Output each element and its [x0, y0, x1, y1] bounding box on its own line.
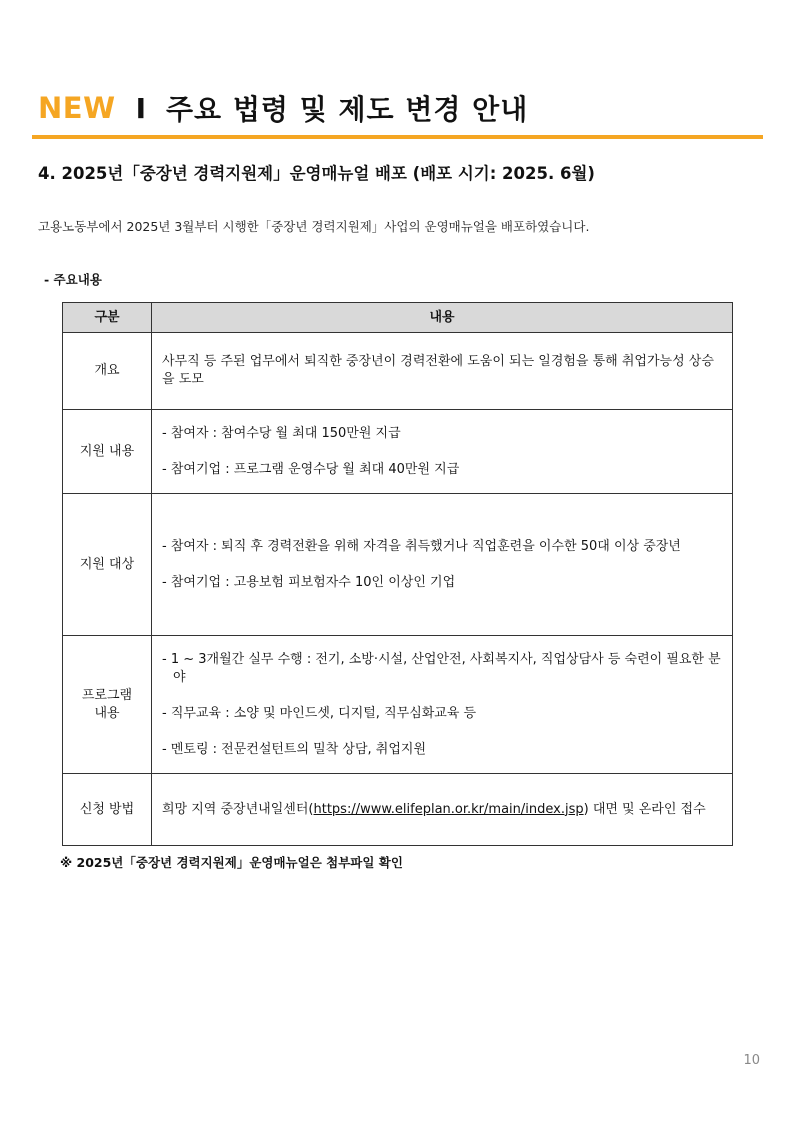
footnote: ※ 2025년「중장년 경력지원제」운영매뉴얼은 첨부파일 확인 [60, 855, 403, 870]
bullet-item: - 참여자 : 퇴직 후 경력전환을 위해 자격을 취득했거나 직업훈련을 이수한 50대 이상 중장년 [162, 538, 681, 554]
header-category: 구분 [63, 303, 152, 333]
table-header-row [63, 303, 733, 333]
header-content: 내용 [152, 303, 733, 333]
row-category [63, 636, 152, 774]
table-row [63, 410, 733, 494]
row-category: 지원 내용 [63, 410, 152, 494]
table-row [63, 636, 733, 774]
bullet-item: - 직무교육 : 소양 및 마인드셋, 디지털, 직무심화교육 등 [162, 705, 477, 721]
row-content [152, 636, 733, 774]
page-number: 10 [743, 1053, 760, 1068]
section-title: 4. 2025년「중장년 경력지원제」운영매뉴얼 배포 (배포 시기: 2025. 6월) [38, 164, 595, 183]
row-content [152, 410, 733, 494]
content-table [62, 302, 733, 846]
bullet-item: - 참여기업 : 고용보험 피보험자수 10인 이상인 기업 [162, 574, 456, 590]
header-rule [32, 135, 763, 139]
bullet-item: - 참여기업 : 프로그램 운영수당 월 최대 40만원 지급 [162, 461, 460, 477]
apply-text-before: 희망 지역 중장년내일센터( [162, 801, 314, 817]
bullet-item: - 참여자 : 참여수당 월 최대 150만원 지급 [162, 425, 401, 441]
row-content [152, 333, 733, 410]
bullet-item: - 멘토링 : 전문컨설턴트의 밀착 상담, 취업지원 [162, 741, 427, 757]
category-line: 내용 [94, 705, 120, 721]
new-label: NEW [38, 91, 116, 125]
category-line: 프로그램 [81, 687, 133, 703]
header-separator: I [135, 91, 146, 125]
table-row [63, 774, 733, 846]
row-content [152, 774, 733, 846]
header-title: 주요 법령 및 제도 변경 안내 [166, 93, 529, 126]
row-category: 개요 [63, 333, 152, 410]
row-content [152, 494, 733, 636]
table-row [63, 494, 733, 636]
apply-text-after: ) 대면 및 온라인 접수 [583, 801, 706, 817]
page-header [38, 86, 528, 130]
table-row [63, 333, 733, 410]
bullet-item: - 1 ~ 3개월간 실무 수행 : 전기, 소방·시설, 산업안전, 사회복지사, 직업상담사 등 숙련이 필요한 분야 [162, 651, 721, 685]
row-text [162, 801, 722, 819]
intro-text: 고용노동부에서 2025년 3월부터 시행한「중장년 경력지원제」사업의 운영매뉴얼을 배포하였습니다. [38, 219, 590, 234]
row-category: 신청 방법 [63, 774, 152, 846]
row-category: 지원 대상 [63, 494, 152, 636]
subheading: - 주요내용 [44, 272, 102, 287]
application-link[interactable]: https://www.elifeplan.or.kr/main/index.jsp [313, 801, 584, 817]
row-text: 사무직 등 주된 업무에서 퇴직한 중장년이 경력전환에 도움이 되는 일경험을 통해 취업가능성 상승을 도모 [162, 354, 714, 387]
